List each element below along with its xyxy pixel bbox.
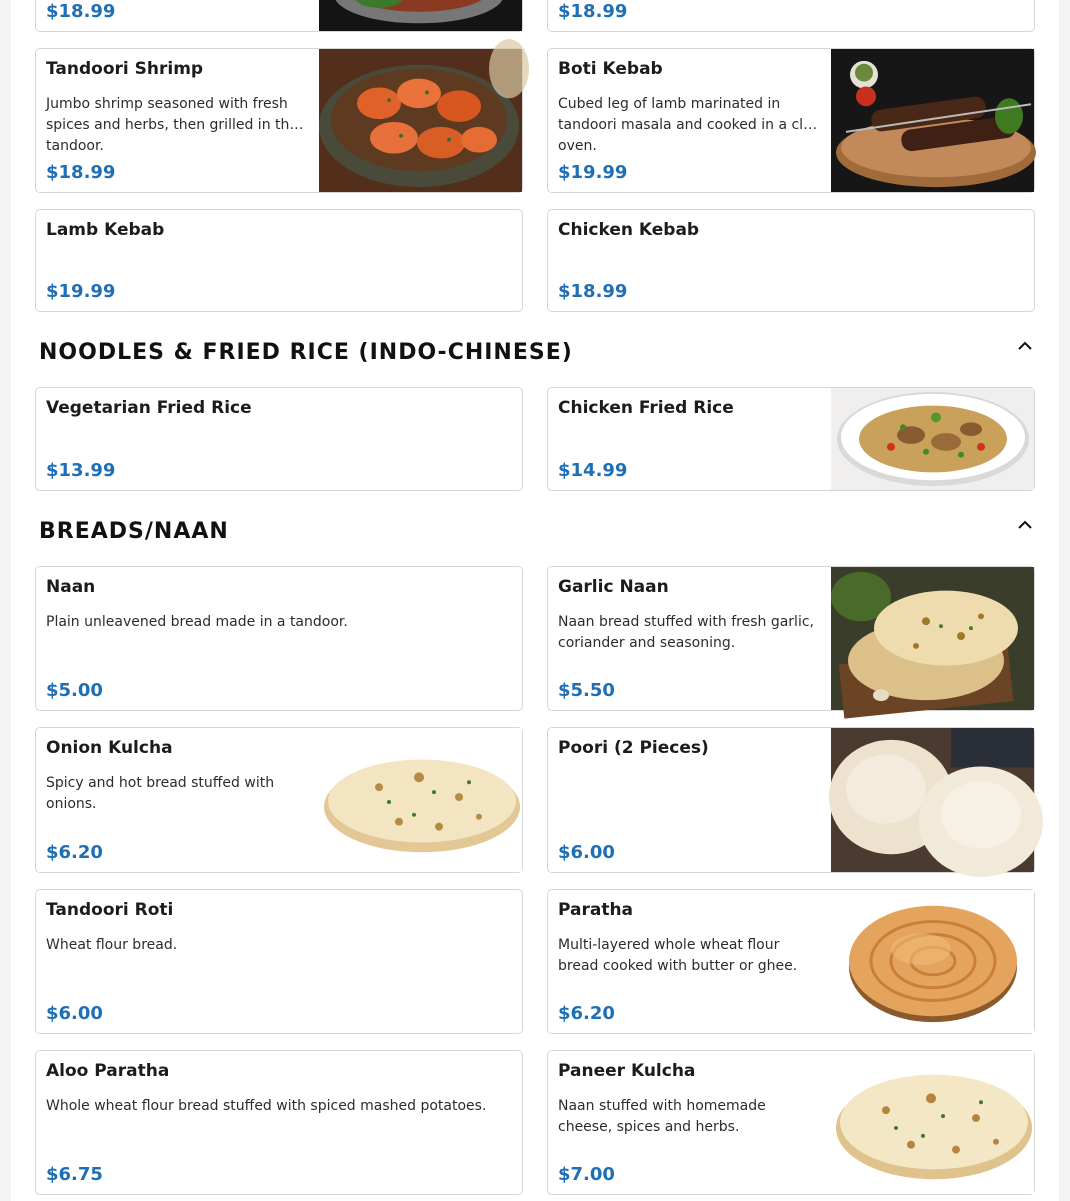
food-photo [831, 567, 1034, 710]
item-name: Paneer Kulcha [558, 1061, 696, 1081]
menu-item-card[interactable] [547, 387, 1035, 491]
item-price: $13.99 [46, 460, 116, 481]
section-title-noodles: NOODLES & FRIED RICE (INDO-CHINESE) [39, 340, 573, 365]
menu-item-card[interactable] [547, 566, 1035, 711]
item-description: Naan bread stuffed with fresh garlic, coriander and seasoning. [558, 614, 814, 651]
menu-item-card[interactable] [35, 0, 523, 32]
item-price: $5.50 [558, 680, 615, 701]
item-price: $6.00 [558, 842, 615, 863]
food-photo [319, 0, 522, 31]
item-price: $14.99 [558, 460, 628, 481]
item-price: $6.00 [46, 1003, 103, 1024]
item-name: Onion Kulcha [46, 738, 173, 758]
item-name: Paratha [558, 900, 634, 920]
item-price: $6.20 [558, 1003, 615, 1024]
item-description: Spicy and hot bread stuffed with onions. [46, 775, 275, 812]
menu-item-card[interactable] [547, 48, 1035, 193]
item-price: $6.75 [46, 1164, 103, 1185]
section-title-breads: BREADS/NAAN [39, 519, 229, 544]
food-photo [831, 388, 1034, 490]
menu-item-card[interactable] [35, 1050, 523, 1195]
item-description: Cubed leg of lamb marinated in tandoori masala and cooked in a clay oven. [558, 96, 820, 154]
item-price: $5.00 [46, 680, 103, 701]
menu-item-card[interactable] [35, 387, 523, 491]
item-price: $18.99 [46, 1, 116, 22]
menu-item-card[interactable] [35, 889, 523, 1034]
item-price: $18.99 [558, 281, 628, 302]
menu-item-card[interactable] [547, 1050, 1035, 1195]
food-photo [319, 49, 522, 192]
item-description: Naan stuffed with homemade cheese, spices and herbs. [558, 1098, 766, 1135]
chevron-up-icon[interactable] [1016, 337, 1034, 355]
chevron-up-icon[interactable] [1016, 516, 1034, 534]
food-photo [831, 890, 1034, 1033]
item-description: Whole wheat flour bread stuffed with spiced mashed potatoes. [46, 1098, 487, 1114]
menu-page [11, 0, 1059, 1201]
menu-item-card[interactable] [35, 566, 523, 711]
menu-item-card[interactable] [35, 48, 523, 193]
menu-item-card[interactable] [35, 209, 523, 312]
menu-item-card[interactable] [547, 727, 1035, 873]
item-description: Multi-layered whole wheat flour bread cooked with butter or ghee. [558, 937, 798, 974]
item-price: $19.99 [46, 281, 116, 302]
food-photo [831, 1051, 1034, 1194]
food-photo [831, 728, 1034, 872]
item-name: Vegetarian Fried Rice [46, 398, 252, 418]
item-name: Garlic Naan [558, 577, 669, 597]
item-price: $6.20 [46, 842, 103, 863]
item-name: Lamb Kebab [46, 220, 165, 240]
food-photo [831, 49, 1034, 192]
item-price: $19.99 [558, 162, 628, 183]
item-name: Poori (2 Pieces) [558, 738, 709, 758]
item-name: Tandoori Roti [46, 900, 174, 920]
item-name: Chicken Fried Rice [558, 398, 734, 418]
item-name: Naan [46, 577, 96, 597]
menu-item-card[interactable] [547, 889, 1035, 1034]
item-price: $7.00 [558, 1164, 615, 1185]
menu-item-card[interactable] [35, 727, 523, 873]
item-description: Plain unleavened bread made in a tandoor. [46, 614, 348, 630]
item-price: $18.99 [46, 162, 116, 183]
item-description: Wheat flour bread. [46, 937, 178, 953]
item-name: Boti Kebab [558, 59, 663, 79]
item-description: Jumbo shrimp seasoned with fresh spices and herbs, then grilled in the tandoor. [46, 96, 298, 154]
item-name: Tandoori Shrimp [46, 59, 204, 79]
item-name: Aloo Paratha [46, 1061, 170, 1081]
item-price: $18.99 [558, 1, 628, 22]
food-photo [319, 728, 522, 872]
menu-item-card[interactable] [547, 209, 1035, 312]
item-name: Chicken Kebab [558, 220, 700, 240]
menu-item-card[interactable] [547, 0, 1035, 32]
